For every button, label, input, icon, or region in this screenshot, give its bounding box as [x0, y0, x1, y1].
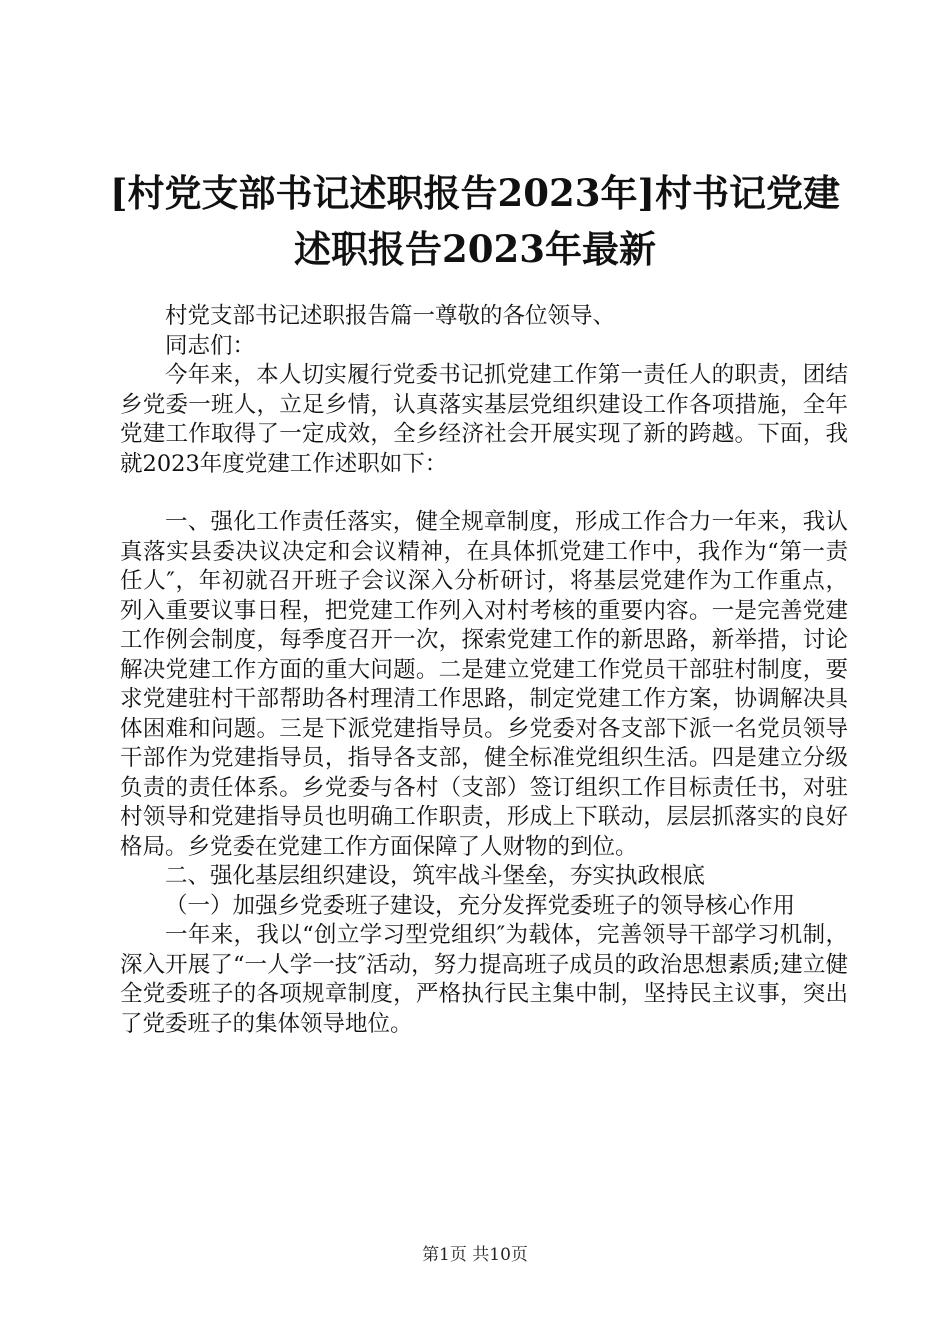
paragraph-subsection-1-heading: （一）加强乡党委班子建设，充分发挥党委班子的领导核心作用: [165, 892, 796, 919]
paragraph-section-1: 一、强化工作责任落实，健全规章制度，形成工作合力一年来，我认真落实县委决议决定和会议精神，在具体抓党建工作中，我作为“第一责任人″，年初就召开班子会议深入分析研讨，将基层党建作为工作重点，列入重要议事日程，把党建工作列入对村考核的重要内容。一是完善党建工作例会制度，每季度召开一次，探索党建工作的新思路，新举措，讨论解决党建工作方面的重大问题。二是建立党建工作党员干部驻村制度，要求党建驻村干部帮助各村理清工作思路，制定党建工作方案，协调解决具体困难和问题。三是下派党建指导员。乡党委对各支部下派一名党员领导干部作为党建指导员，指导各支部，健全标准党组织生活。四是建立分级负责的责任体系。乡党委与各村（支部）签订组织工作目标责任书，对驻村领导和党建指导员也明确工作职责，形成上下联动，层层抓落实的良好格局。乡党委在党建工作方面保障了人财物的到位。: [120, 509, 848, 860]
page-footer: 第1页 共10页: [422, 1245, 528, 1265]
paragraph-subsection-1-body: 一年来，我以“创立学习型党组织″为载体，完善领导干部学习机制，深入开展了“一人学一技″活动，努力提高班子成员的政治思想素质;建立健全党委班子的各项规章制度，严格执行民主集中制，坚持民主议事，突出了党委班子的集体领导地位。: [120, 922, 848, 1037]
paragraph-salutation: 同志们：: [165, 332, 256, 359]
title-line-2: 述职报告2023年最新: [294, 227, 656, 271]
document-title: [100, 165, 850, 277]
paragraph-greeting: 村党支部书记述职报告篇一尊敬的各位领导、: [165, 303, 616, 329]
paragraph-intro: 今年来，本人切实履行党委书记抓党建工作第一责任人的职责，团结乡党委一班人，立足乡情，认真落实基层党组织建设工作各项措施，全年党建工作取得了一定成效，全乡经济社会开展实现了新的跨越。下面，我就2023年度党建工作述职如下：: [120, 362, 848, 477]
paragraph-section-2-heading: 二、强化基层组织建设，筑牢战斗堡垒，夯实执政根底: [165, 863, 706, 889]
document-body: [120, 302, 848, 1039]
title-line-1: [村党支部书记述职报告2023年]村书记党建: [110, 171, 840, 215]
